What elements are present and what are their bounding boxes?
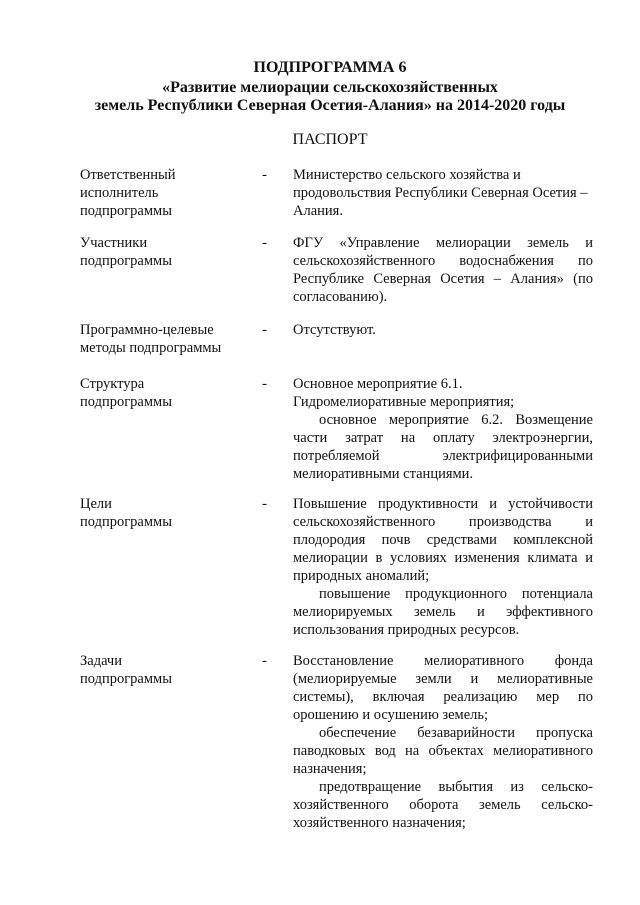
row-label-line: Участники [80, 235, 148, 251]
row-label-line: Цели [80, 496, 112, 512]
row-content [293, 234, 593, 306]
row-label-line: подпрограммы [80, 671, 172, 687]
row-dash: - [262, 376, 267, 392]
row-label-line: Ответственный [80, 167, 176, 183]
row-dash: - [262, 496, 267, 512]
row-label-line: Структура [80, 376, 145, 392]
row-label [80, 375, 250, 411]
row-label-line: подпрограммы [80, 394, 172, 410]
row-content [293, 652, 593, 832]
row-dash: - [262, 167, 267, 183]
row-label [80, 321, 250, 357]
row-dash: - [262, 235, 267, 251]
row-paragraph: ФГУ «Управление мелиорации земель и сельскохозяйственного водоснабжения по Республике Северная Осетия – Алания» (по согласованию). [293, 235, 593, 305]
row-content [293, 495, 593, 639]
row-paragraph: Повышение продуктивности и устойчивости сельскохозяйственного производства и плодородия почв средствами комплексной мелиорации в условиях изменения климата и природных аномалий; [293, 496, 593, 584]
row-content [293, 166, 593, 220]
subprogram-title-line-1: «Развитие мелиорации сельскохозяйственных [162, 79, 498, 96]
passport-heading: ПАСПОРТ [292, 131, 368, 148]
row-content [293, 375, 593, 483]
row-label-line: подпрограммы [80, 203, 172, 219]
row-paragraph: Гидромелиоративные мероприятия; [293, 394, 515, 410]
row-paragraph: предотвращение выбытия из сельско-хозяйственного оборота земель сельско-хозяйственного назначения; [293, 779, 593, 831]
row-label-line: исполнитель [80, 185, 159, 201]
row-paragraph: Основное мероприятие 6.1. [293, 376, 463, 392]
row-label-line: подпрограммы [80, 514, 172, 530]
row-label-line: методы подпрограммы [80, 340, 222, 356]
row-paragraph: Министерство сельского хозяйства и продовольствия Республики Северная Осетия – Алания. [293, 167, 588, 219]
row-label [80, 495, 250, 531]
row-label [80, 166, 250, 220]
row-paragraph: Восстановление мелиоративного фонда (мелиорируемые земли и мелиоративные системы), включая реализацию мер по орошению и осушению земель; [293, 653, 593, 723]
row-label [80, 652, 250, 688]
row-label [80, 234, 250, 270]
subprogram-title-line-2: земель Республики Северная Осетия-Алания» на 2014-2020 годы [94, 97, 566, 114]
row-label-line: Задачи [80, 653, 122, 669]
row-paragraph: основное мероприятие 6.2. Возмещение части затрат на оплату электроэнергии, потребляемой электрифицированными мелиоративными станциями. [293, 412, 593, 482]
row-paragraph: Отсутствуют. [293, 322, 376, 338]
row-label-line: подпрограммы [80, 253, 172, 269]
row-label-line: Программно-целевые [80, 322, 214, 338]
row-paragraph: повышение продукционного потенциала мелиорируемых земель и эффективного использования природных ресурсов. [293, 586, 593, 638]
row-dash: - [262, 653, 267, 669]
row-paragraph: обеспечение безаварийности пропуска паводковых вод на объектах мелиоративного назначения; [293, 725, 593, 777]
row-content [293, 321, 593, 339]
row-dash: - [262, 322, 267, 338]
subprogram-number-heading: ПОДПРОГРАММА 6 [253, 59, 407, 76]
